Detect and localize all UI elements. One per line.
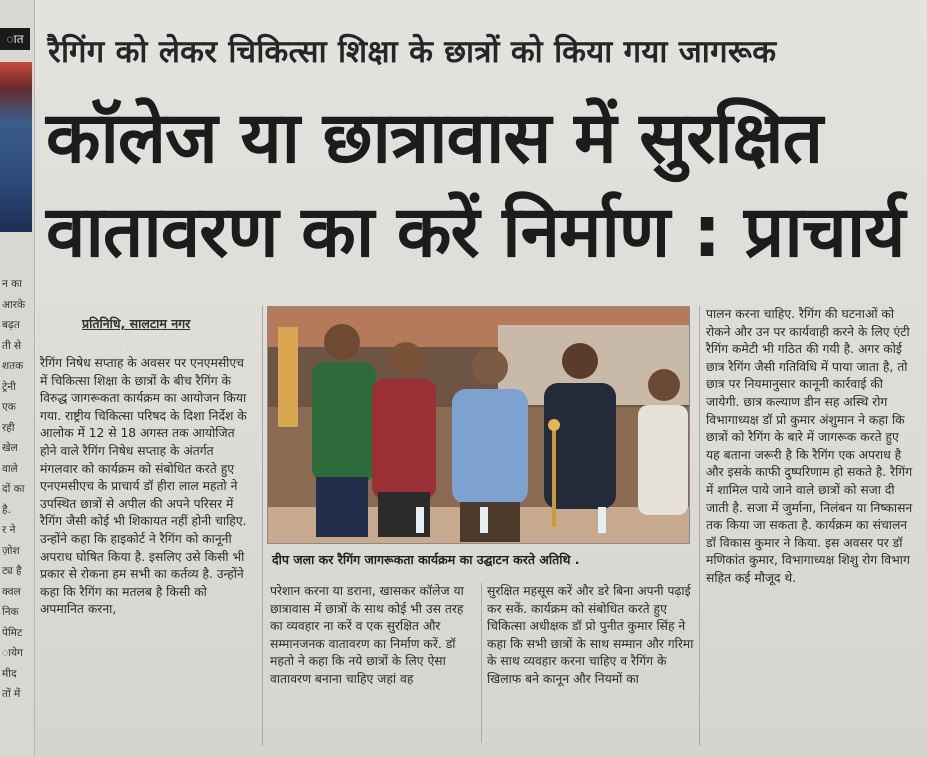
- article-column-2: [270, 583, 478, 689]
- adjacent-photo: [0, 62, 32, 232]
- adjacent-text-fragment: ती से: [2, 339, 22, 352]
- adjacent-text-fragment: खेल: [2, 442, 18, 454]
- adjacent-text-fragment: दों का: [2, 483, 25, 495]
- adjacent-text-fragment: वाले: [2, 462, 18, 475]
- section-tag: ात: [0, 28, 30, 50]
- column-divider: [481, 583, 482, 743]
- column-divider: [262, 306, 263, 746]
- adjacent-text-fragment: ायेग: [2, 647, 23, 659]
- adjacent-text-fragment: ज़ाेश: [2, 544, 20, 557]
- adjacent-text-fragment: तों में: [2, 688, 21, 700]
- adjacent-text-fragment: ट्य है: [2, 565, 22, 577]
- adjacent-text-fragment: मीद: [2, 667, 17, 680]
- adjacent-text-fragment: ट्रेनी: [2, 380, 16, 393]
- byline: प्रतिनिधि, सालटाम नगर: [82, 316, 191, 331]
- adjacent-text-fragment: रही: [2, 421, 15, 434]
- column-divider: [699, 306, 700, 746]
- column-2-text: परेशान करना या डराना, खासकर कॉलेज या छात्रावास में छात्रों के साथ कोई भी उस तरह का व्यवहार ना करें व एक सुरक्षित और सम्मानजनक वातावरण का निर्माण करें. डॉ महतो ने कहा कि नये छात्रों के लिए ऐसा वातावरण बनाना चाहिए जहां वह: [270, 584, 464, 686]
- adjacent-text-fragment: एक: [2, 401, 16, 413]
- adjacent-text-fragment: न का: [2, 278, 22, 290]
- adjacent-column-strip: [0, 0, 35, 757]
- article-column-3: [487, 583, 695, 689]
- event-photo-illustration: [268, 307, 689, 543]
- adjacent-text-fragment: शतक: [2, 360, 24, 372]
- adjacent-text-fragment: पेमिट: [2, 626, 23, 639]
- adjacent-text-fragment: क्वल: [2, 585, 21, 598]
- article-column-4: [706, 306, 916, 588]
- adjacent-text-fragment: बढ़त: [2, 319, 20, 331]
- kicker-headline: रैगिंग को लेकर चिकित्सा शिक्षा के छात्रों को किया गया जागरूक: [48, 34, 777, 70]
- adjacent-text-fragment: आरके: [2, 298, 26, 311]
- main-headline-line-2: वातावरण का करें निर्माण : प्राचार्य: [46, 190, 905, 273]
- adjacent-text-fragment: निक: [2, 606, 19, 618]
- photo-caption: दीप जला कर रैगिंग जागरूकता कार्यक्रम का उद्घाटन करते अतिथि .: [272, 552, 580, 567]
- column-3-text: सुरक्षित महसूस करें और डरे बिना अपनी पढ़ाई कर सकें. कार्यक्रम को संबोधित करते हुए चिकित्सा अधीक्षक डॉ प्रो पुनीत कुमार सिंह ने कहा कि सभी छात्रों के साथ सम्मान और गरिमा के साथ व्यवहार करना चाहिए व रैगिंग के खिलाफ बने कानून और नियमों का: [487, 584, 694, 686]
- article-column-1: [40, 355, 252, 619]
- main-headline-line-1: कॉलेज या छात्रावास में सुरक्षित: [46, 96, 823, 179]
- adjacent-text-fragment: है.: [2, 503, 11, 516]
- event-photo: [267, 306, 690, 544]
- column-1-text: रैगिंग निषेध सप्ताह के अवसर पर एनएमसीएच में चिकित्सा शिक्षा के छात्रों के बीच रैगिंग के विरुद्ध जागरूकता कार्यक्रम का आयोजन किया गया. राष्ट्रीय चिकित्सा परिषद के दिशा निर्देश के आलोक में 12 से 18 अगस्त तक आयोजित होने वाले रैगिंग निषेध सप्ताह के अंतर्गत मंगलवार को कार्यक्रम को संबोधित करते हुए एनएमसीएच के प्राचार्य डॉ हीरा लाल महतो ने उपस्थित छात्रों से अपील की अपने परिसर में रैगिंग जैसी कोई भी शिकायत नहीं होनी चाहिए. उन्होंने कहा कि हाइकोर्ट ने रैगिंग को कानूनी अपराध घोषित किया है. इसलिए उसे किसी भी प्रकार से रोकना हम सभी का कर्तव्य है. उन्होंने कहा कि रैगिंग का मतलब है किसी को अपमानित करना,: [40, 356, 247, 617]
- adjacent-text-fragment: र ने: [2, 524, 16, 536]
- column-4-text: पालन करना चाहिए. रैगिंग की घटनाओं को रोकने और उन पर कार्यवाही करने के लिए एंटी रैगिंग कमेटी भी गठित की गयी है. अगर कोई छात्र रैगिंग जैसी गतिविधि में पाया जाता है, तो छात्र पर नियमानुसार कानूनी कार्रवाई की जायेगी. छात्र कल्याण डीन सह अस्थि रोग विभागाध्यक्ष डॉ प्रो कुमार अंशुमान ने कहा कि छात्रों को रैगिंग के बारे में जागरूक करते हुए यह बताना जरूरी है कि रैगिंग एक अपराध है और इसके काफी दुष्परिणाम हो सकते है. रैगिंग में शामिल पाये जाने वाले छात्रों को सजा दी जाती है. सजा में जुर्माना, निलंबन या निष्कासन तक किया जा सकता है. कार्यक्रम का संचालन डॉ विकास कुमार ने किया. इस अवसर पर डॉ मणिकांत कुमार, विभागाध्यक्ष शिशु रोग विभाग सहित कई मौजूद थे.: [706, 307, 913, 585]
